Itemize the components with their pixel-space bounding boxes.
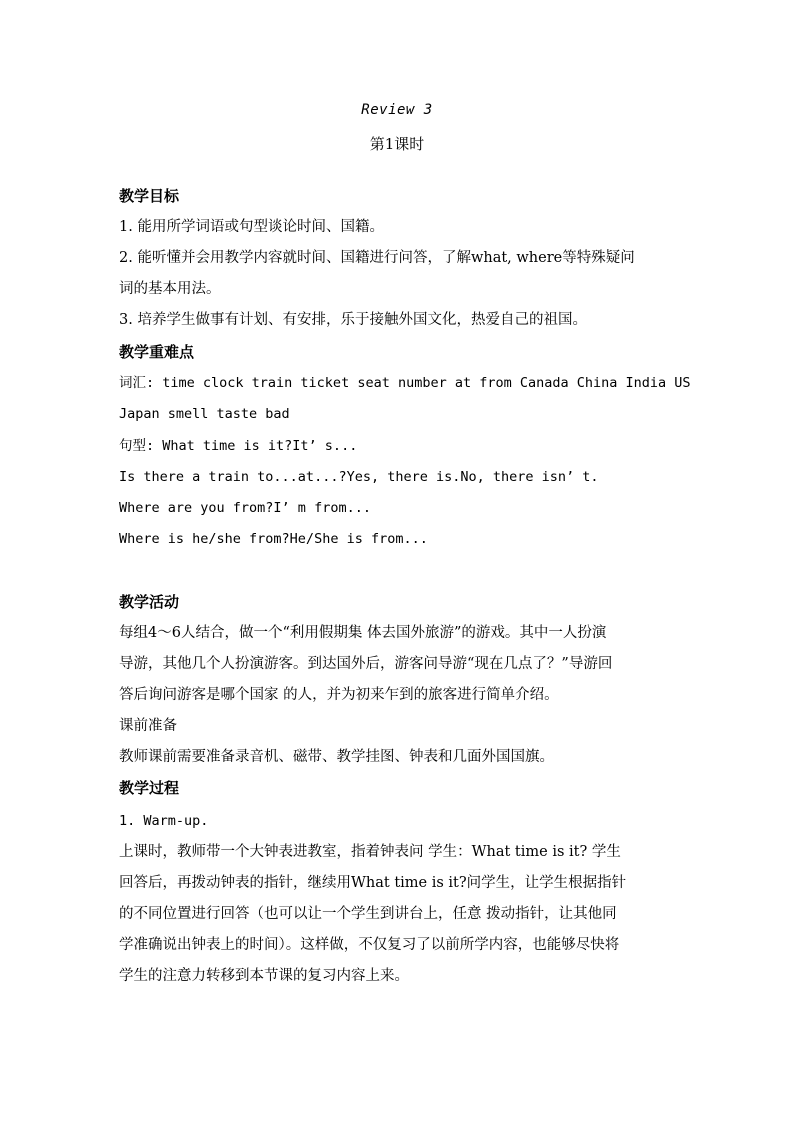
procedure-text-5: 学生的注意力转移到本节课的复习内容上来。 <box>119 968 409 984</box>
vocabulary-line-cont: Japan smell taste bad <box>119 406 290 422</box>
heading-key-points: 教学重难点 <box>119 343 195 361</box>
sentence-pattern-3: Where are you from?I’ m from... <box>119 500 371 516</box>
sentence-pattern-1: 句型: What time is it?It’ s... <box>119 438 358 454</box>
preparation-text: 教师课前需要准备录音机、磁带、教学挂图、钟表和几面外国国旗。 <box>119 749 554 765</box>
activity-text-1: 每组4～6人结合，做一个“利用假期集 体去国外旅游”的游戏。其中一人扮演 <box>119 625 607 641</box>
objective-2-cont: 词的基本用法。 <box>119 281 221 297</box>
procedure-text-4: 学准确说出钟表上的时间）。这样做，不仅复习了以前所学内容，也能够尽快将 <box>119 937 620 953</box>
lesson-number: 第1课时 <box>369 135 425 153</box>
procedure-text-3: 的不同位置进行回答（也可以让一个学生到讲台上，任意 拨动指针，让其他同 <box>119 906 617 922</box>
activity-text-3: 答后询问游客是哪个国家 的人，并为初来乍到的旅客进行简单介绍。 <box>119 687 559 703</box>
heading-procedure: 教学过程 <box>119 779 180 797</box>
objective-2: 2. 能听懂并会用教学内容就时间、国籍进行问答，了解what, where等特殊疑问 <box>119 250 635 266</box>
procedure-text-2: 回答后，再拨动钟表的指针，继续用What time is it?问学生，让学生根据指针 <box>119 875 627 891</box>
doc-title: Review 3 <box>361 102 433 118</box>
heading-activities: 教学活动 <box>119 593 180 611</box>
heading-objectives: 教学目标 <box>119 187 180 205</box>
activity-text-2: 导游，其他几个人扮演游客。到达国外后，游客问导游“现在几点了？”导游回 <box>119 656 613 672</box>
procedure-text-1: 上课时，教师带一个大钟表进教室，指着钟表问 学生：What time is it? 学生 <box>119 844 621 860</box>
step-warm-up: 1. Warm-up. <box>119 813 209 829</box>
sentence-pattern-2: Is there a train to...at...?Yes, there is.No, there isn’ t. <box>119 469 599 485</box>
vocabulary-line: 词汇: time clock train ticket seat number at from Canada China India US <box>119 375 691 391</box>
objective-1: 1. 能用所学词语或句型谈论时间、国籍。 <box>119 219 384 235</box>
sentence-pattern-4: Where is he/she from?He/She is from... <box>119 531 428 547</box>
heading-preparation: 课前准备 <box>119 718 177 734</box>
objective-3: 3. 培养学生做事有计划、有安排，乐于接触外国文化，热爱自己的祖国。 <box>119 312 587 328</box>
